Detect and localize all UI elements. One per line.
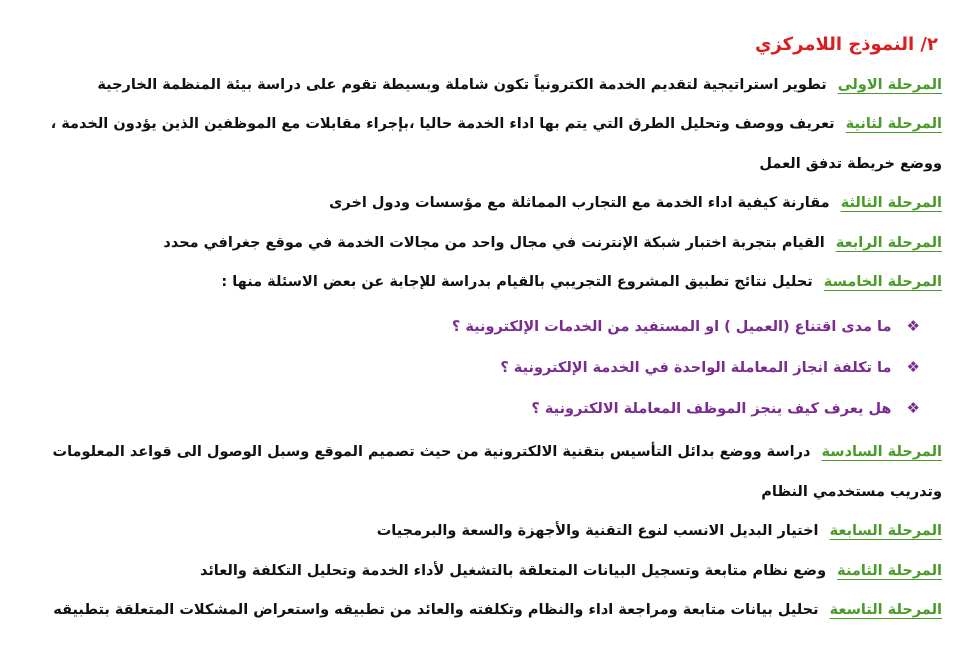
stage-text-2-continuation: ووضع خريطة تدفق العمل (759, 155, 942, 172)
stage-line-1 (14, 66, 942, 105)
diamond-bullet-icon: ❖ (906, 317, 920, 336)
stage-text-2: تعريف ووصف وتحليل الطرق التي يتم بها اداء الخدمة حاليا ،بإجراء مقابلات مع الموظفين الذين يؤدون الخدمة ، (50, 116, 835, 133)
question-item-1 (14, 306, 942, 347)
stage-line-6 (14, 433, 942, 472)
stage-label-5: المرحلة الخامسة (823, 273, 942, 290)
stage-label-7: المرحلة السابعة (829, 523, 942, 540)
question-list (14, 302, 942, 433)
stage-text-7: اختيار البديل الانسب لنوع التقنية والأجهزة والسعة والبرمجيات (376, 523, 819, 540)
stage-label-3: المرحلة الثالثة (840, 195, 942, 212)
stage-line-2 (14, 105, 942, 144)
stage-line-7 (14, 512, 942, 551)
stage-text-1: تطوير استراتيجية لتقديم الخدمة الكترونياً تكون شاملة وبسيطة تقوم على دراسة بيئة المنظمة الخارجية (97, 77, 827, 93)
stage-label-9: المرحلة التاسعة (829, 601, 942, 618)
stage-line-6-continuation (14, 473, 942, 512)
stage-text-8: وضع نظام متابعة وتسجيل البيانات المتعلقة بالتشغيل لأداء الخدمة وتحليل التكلفة والعائد (199, 562, 827, 579)
stage-label-1: المرحلة الاولى (837, 77, 942, 93)
stage-text-3: مقارنة كيفية اداء الخدمة مع التجارب المماثلة مع مؤسسات ودول اخرى (329, 195, 830, 212)
stage-text-5: تحليل نتائج تطبيق المشروع التجريبي بالقيام بدراسة للإجابة عن بعض الاسئلة منها : (221, 273, 813, 290)
stage-text-6: دراسة ووضع بدائل التأسيس بتقنية الالكترونية من حيث تصميم الموقع وسبل الوصول الى قواعد المعلومات (52, 444, 811, 461)
stage-text-4: القيام بتجربة اختبار شبكة الإنترنت في مجال واحد من مجالات الخدمة في موقع جغرافي محدد (163, 234, 825, 251)
stage-line-4 (14, 224, 942, 263)
question-text-1: ما مدى اقتناع (العميل ) او المستفيد من الخدمات الإلكترونية ؟ (451, 319, 892, 336)
question-text-2: ما تكلفة انجاز المعاملة الواحدة في الخدمة الإلكترونية ؟ (500, 360, 892, 377)
question-item-2 (14, 347, 942, 388)
stage-line-8 (14, 552, 942, 591)
stage-line-5 (14, 263, 942, 302)
question-item-3 (14, 388, 942, 429)
stage-label-2: المرحلة لثانية (845, 116, 942, 133)
question-text-3: هل يعرف كيف ينجز الموظف المعاملة الالكترونية ؟ (531, 401, 892, 418)
diamond-bullet-icon: ❖ (906, 399, 920, 418)
stage-text-9: تحليل بيانات متابعة ومراجعة اداء والنظام وتكلفته والعائد من تطبيقه واستعراض المشكلات المتعلقة بتطبيقه (53, 601, 819, 618)
stage-text-6-continuation: وتدريب مستخدمي النظام (761, 483, 942, 500)
stage-label-6: المرحلة السادسة (821, 444, 942, 461)
stage-label-4: المرحلة الرابعة (835, 234, 942, 251)
section-heading: ٢/ النموذج اللامركزي (754, 34, 938, 55)
stage-line-9 (14, 591, 942, 630)
stage-label-8: المرحلة الثامنة (837, 562, 942, 579)
diamond-bullet-icon: ❖ (906, 358, 920, 377)
stage-line-2-continuation (14, 145, 942, 184)
stage-line-3 (14, 184, 942, 223)
